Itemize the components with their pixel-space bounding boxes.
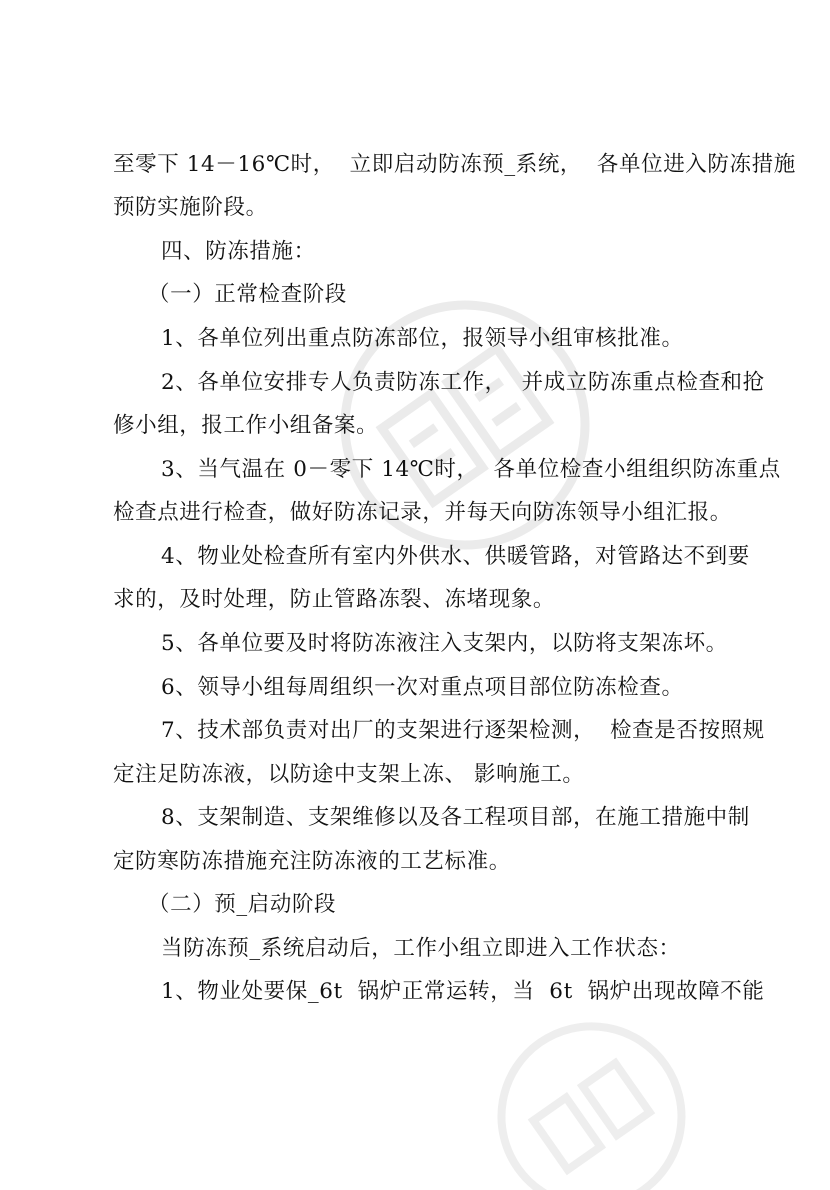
text-line: 6、领导小组每周组织一次对重点项目部位防冻检查。	[161, 675, 684, 700]
text-line: 定注足防冻液，以防途中支架上冻、 影响施工。	[113, 762, 585, 787]
text-line: 定防寒防冻措施充注防冻液的工艺标准。	[113, 849, 511, 874]
text-line: 求的，及时处理，防止管路冻裂、冻堵现象。	[113, 587, 556, 612]
text-line: 4、物业处检查所有室内外供水、供暖管路，对管路达不到要	[161, 544, 750, 569]
subsection-heading: （二）预_启动阶段	[148, 892, 337, 917]
text-line: 至零下 14－16℃时， 立即启动防冻预_系统， 各单位进入防冻措施	[113, 152, 796, 177]
text-line: 预防实施阶段。	[113, 195, 268, 220]
text-line: 7、技术部负责对出厂的支架进行逐架检测， 检查是否按照规	[161, 718, 765, 743]
text-line: 8、支架制造、支架维修以及各工程项目部，在施工措施中制	[161, 805, 750, 830]
text-line: 修小组，报工作小组备案。	[113, 413, 379, 438]
text-line: 2、各单位安排专人负责防冻工作， 并成立防冻重点检查和抢	[161, 370, 765, 395]
text-line: 3、当气温在 0－零下 14℃时， 各单位检查小组组织防冻重点	[161, 457, 781, 482]
text-line: 1、各单位列出重点防冻部位，报领导小组审核批准。	[161, 326, 684, 351]
subsection-heading: （一）正常检查阶段	[148, 282, 347, 307]
section-heading: 四、防冻措施：	[161, 239, 316, 264]
watermark-logo-bottom	[470, 1010, 690, 1190]
text-line: 检查点进行检查，做好防冻记录，并每天向防冻领导小组汇报。	[113, 500, 732, 525]
text-line: 5、各单位要及时将防冻液注入支架内，以防将支架冻坏。	[161, 631, 728, 656]
text-line: 当防冻预_系统启动后，工作小组立即进入工作状态：	[161, 936, 681, 961]
text-line: 1、物业处要保_6t 锅炉正常运转，当 6t 锅炉出现故障不能	[161, 979, 765, 1004]
